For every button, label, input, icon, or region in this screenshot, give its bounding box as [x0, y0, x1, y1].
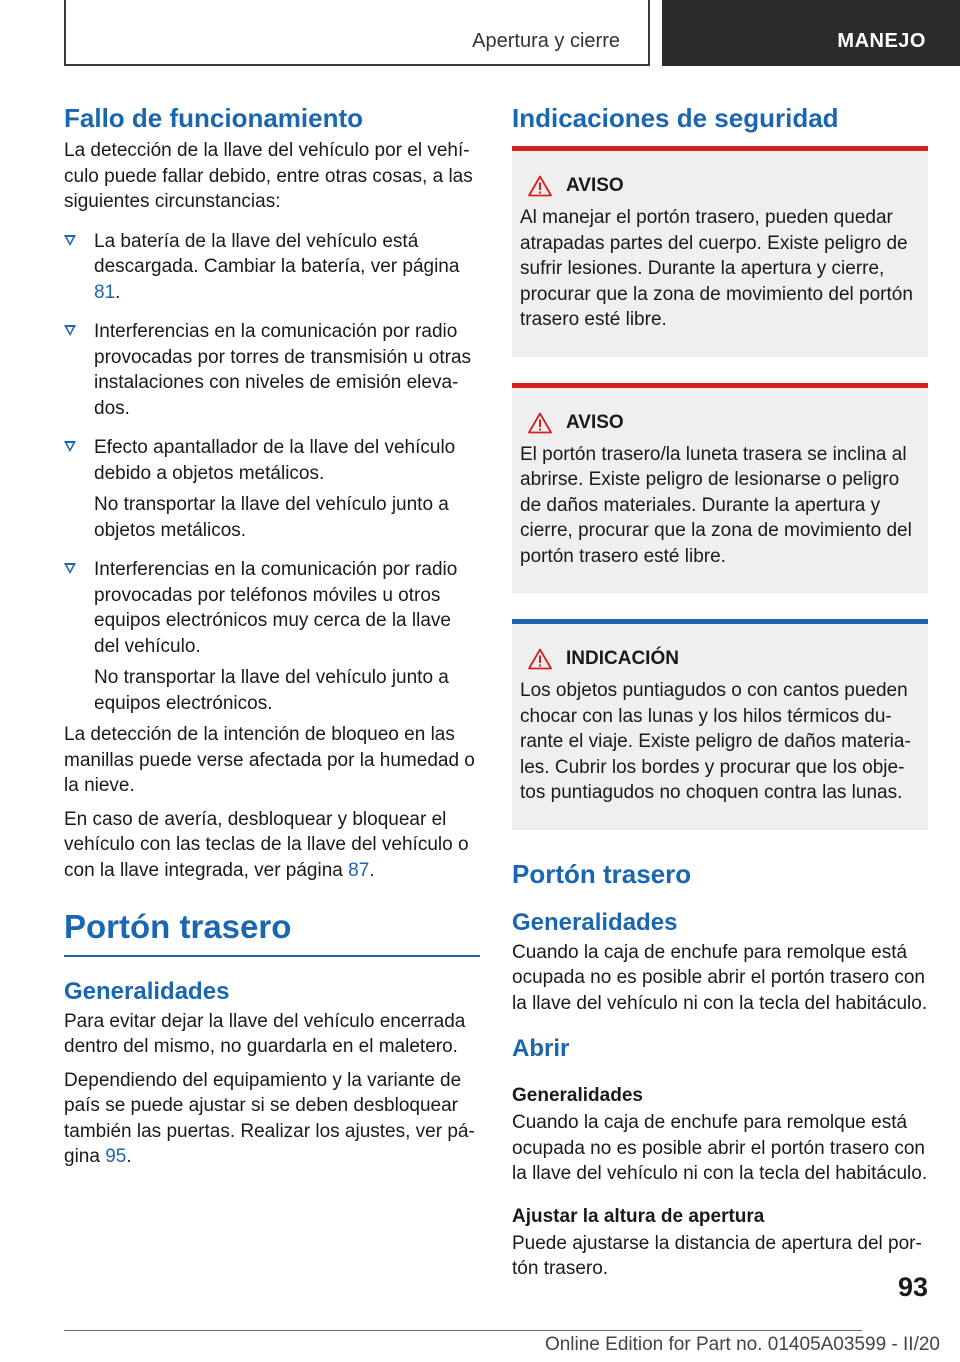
- porton-heading: Portón trasero: [512, 858, 692, 889]
- page-number: 93: [897, 1272, 928, 1302]
- notice-box-title: [520, 644, 920, 674]
- warning-label: AVISO: [566, 175, 624, 196]
- paragraph-depend: [64, 1068, 480, 1170]
- warning-triangle-icon: [528, 412, 552, 434]
- paragraph-evitar: Para evitar dejar la llave del vehículo encerrada dentro del mismo, no guardarla en el maletero.: [64, 1010, 466, 1057]
- list-item: [64, 319, 480, 421]
- list-item-text: Efecto apantallador de la llave del vehículo debido a objetos metálicos.: [94, 437, 456, 484]
- paragraph-averia: [64, 807, 480, 884]
- paragraph-depend-text: Dependiendo del equipamiento y la variante de país se puede ajustar si se deben desbloquear también las puertas. Realizar los ajustes, ver página: [64, 1069, 475, 1167]
- triangle-bullet-icon: [64, 325, 76, 336]
- footer-edition: Online Edition for Part no. 01405A03599 - II/20: [544, 1334, 940, 1355]
- paragraph-general: Cuando la caja de enchufe para remolque está ocupada no es posible abrir el portón trasero con la llave del vehículo ni con la tecla del habitáculo.: [512, 941, 928, 1014]
- list-item-text: La batería de la llave del vehículo está descargada. Cambiar la batería, ver página: [94, 230, 460, 277]
- page-link-87[interactable]: 87: [348, 859, 370, 881]
- warning-box: [512, 383, 928, 594]
- right-column: [512, 100, 928, 1290]
- notice-label: INDICACIÓN: [566, 648, 679, 669]
- left-column: [64, 100, 480, 1178]
- header-section-title: Apertura y cierre: [472, 30, 620, 52]
- list-item-text: Interferencias en la comunicación por radio provocadas por torres de transmisión u otras instalaciones con niveles de emisión elevados.: [94, 321, 472, 419]
- generalidades-heading: Generalidades: [64, 977, 230, 1005]
- page-link-95[interactable]: 95: [105, 1146, 127, 1167]
- warning-triangle-icon: [528, 648, 552, 670]
- paragraph-bloqueo: La detección de la intención de bloqueo en las manillas puede verse afectada por la humedad o la nieve.: [64, 724, 475, 796]
- list-item: [64, 557, 480, 716]
- list-item: [64, 229, 480, 306]
- warning-box-title: [520, 171, 920, 201]
- warning-box: [512, 146, 928, 357]
- warning-text: El portón trasero/la luneta trasera se inclina al abrirse. Existe peligro de lesionarse o peligro de daños materiales. Durante la apertura y cierre, procurar que la zona de movimiento del portón trasero esté libre.: [520, 443, 912, 567]
- warning-text: Al manejar el portón trasero, pueden quedar atrapadas partes del cuerpo. Existe peligro de sufrir lesiones. Durante la apertura y cierre, procurar que la zona de movimiento del portón trasero esté libre.: [520, 207, 913, 330]
- list-item-subtext: No transportar la llave del vehículo junto a objetos metálicos.: [94, 494, 449, 541]
- paragraph-depend-tail: .: [126, 1146, 132, 1167]
- header-chapter-title: MANEJO: [837, 30, 926, 52]
- list-item-tail: .: [115, 281, 121, 303]
- porton-heading: Portón trasero: [64, 908, 292, 945]
- safety-heading: Indicaciones de seguridad: [512, 103, 839, 133]
- header-chapter-tab: [662, 0, 960, 66]
- generalidades-heading: Generalidades: [512, 908, 678, 936]
- footer-divider: [64, 1330, 862, 1331]
- warning-label: AVISO: [566, 411, 624, 433]
- abrir-heading: Abrir: [512, 1035, 570, 1062]
- abrir-generalidades-heading: Generalidades: [512, 1085, 643, 1106]
- notice-box: [512, 619, 928, 830]
- triangle-bullet-icon: [64, 235, 76, 246]
- paragraph-averia-text: En caso de avería, desbloquear y bloquear el vehículo con las teclas de la llave del vehículo o con la llave integrada, ver página: [64, 808, 469, 881]
- header-section-tab: [64, 0, 650, 66]
- paragraph-averia-tail: .: [369, 859, 375, 881]
- altura-heading: Ajustar la altura de apertura: [512, 1205, 765, 1227]
- malfunction-intro: La detección de la llave del vehículo por el vehículo puede fallar debido, entre otras cosas, a las siguientes circunstancias:: [64, 140, 473, 212]
- list-item-text: Interferencias en la comunicación por radio provocadas por teléfonos móviles u otros equipos electrónicos muy cerca de la llave del vehículo.: [94, 559, 458, 657]
- warning-box-title: [520, 408, 920, 438]
- page-link-81[interactable]: 81: [94, 281, 116, 303]
- list-item: [64, 435, 480, 543]
- paragraph-altura: Puede ajustarse la distancia de apertura del portón trasero.: [512, 1232, 922, 1279]
- notice-text: Los objetos puntiagudos o con cantos pueden chocar con las lunas y los hilos térmicos durante el viaje. Existe peligro de daños materiales. Cubrir los bordes y procurar que los objetos puntiagudos no choquen contra las lunas.: [520, 680, 911, 803]
- triangle-bullet-icon: [64, 563, 76, 574]
- paragraph-abrir: Cuando la caja de enchufe para remolque está ocupada no es posible abrir el portón trasero con la llave del vehículo ni con la tecla del habitáculo.: [512, 1112, 928, 1184]
- heading-divider: [64, 955, 480, 957]
- warning-triangle-icon: [528, 175, 552, 197]
- list-item-subtext: No transportar la llave del vehículo junto a equipos electrónicos.: [94, 667, 449, 714]
- malfunction-heading: Fallo de funcionamiento: [64, 103, 364, 133]
- triangle-bullet-icon: [64, 441, 76, 452]
